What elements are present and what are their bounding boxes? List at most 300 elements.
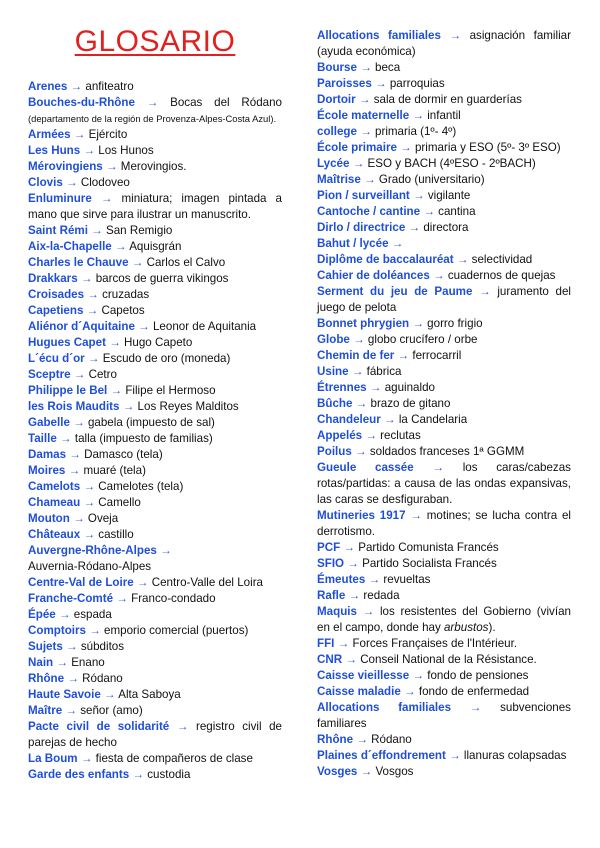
arrow-icon: →: [58, 608, 71, 621]
arrow-icon: →: [73, 416, 85, 429]
glossary-definition: fiesta de compañeros de clase: [95, 752, 253, 765]
glossary-definition: Cetro: [88, 368, 117, 381]
glossary-term: Épée: [28, 608, 56, 621]
glossary-definition: juramento del juego de pelota: [317, 285, 571, 314]
glossary-term: Pion / surveillant: [317, 189, 410, 202]
glossary-definition: los resistentes del Gobierno (vivían en el campo, donde hay: [317, 605, 571, 634]
arrow-icon: →: [456, 253, 469, 266]
arrow-icon: →: [479, 285, 491, 298]
glossary-entry: [28, 575, 282, 591]
arrow-icon: →: [397, 349, 410, 362]
glossary-term: college: [317, 125, 357, 138]
glossary-entry: [28, 479, 282, 495]
arrow-icon: →: [365, 429, 377, 442]
glossary-entry: [317, 316, 571, 332]
arrow-icon: →: [176, 720, 189, 733]
glossary-term: Caisse vieillesse: [317, 669, 410, 682]
glossary-entry: [28, 527, 282, 543]
glossary-entry: [317, 556, 571, 572]
glossary-definition: Damasco (tela): [84, 448, 163, 461]
arrow-icon: →: [83, 144, 96, 157]
glossary-definition: asignación familiar (ayuda económica): [317, 29, 571, 58]
arrow-icon: →: [131, 256, 144, 269]
glossary-definition: talla (impuesto de familias): [74, 432, 213, 445]
glossary-term: Cantoche / cantine: [317, 205, 421, 218]
glossary-term: Chandeleur: [317, 413, 381, 426]
glossary-definition: castillo: [98, 528, 134, 541]
arrow-icon: →: [408, 221, 421, 234]
glossary-definition: Conseil National de la Résistance.: [360, 653, 537, 666]
glossary-definition: Leonor de Aquitania: [152, 320, 257, 333]
glossary-term: Damas: [28, 448, 67, 461]
glossary-term: Serment du jeu de Paume: [317, 285, 473, 298]
glossary-entry: [317, 732, 571, 748]
glossary-definition: Alta Saboya: [118, 688, 181, 701]
glossary-term: Pacte civil de solidarité: [28, 720, 170, 733]
glossary-term: Drakkars: [28, 272, 78, 285]
arrow-icon: →: [449, 749, 461, 762]
arrow-icon: →: [80, 272, 93, 285]
glossary-definition: Camelotes (tela): [98, 480, 184, 493]
glossary-entry: [317, 156, 571, 172]
glossary-entry: [317, 380, 571, 396]
arrow-icon: →: [68, 464, 81, 477]
glossary-term: Rhône: [28, 672, 65, 685]
arrow-icon: →: [115, 240, 127, 253]
glossary-entry: [317, 428, 571, 444]
glossary-definition: cruzadas: [102, 288, 150, 301]
glossary-term: Sujets: [28, 640, 63, 653]
glossary-entry: [28, 367, 282, 383]
glossary-definition: espada: [73, 608, 112, 621]
glossary-definition: Grado (universitario): [378, 173, 485, 186]
glossary-term: École primaire: [317, 141, 397, 154]
arrow-icon: →: [83, 480, 96, 493]
arrow-icon: →: [89, 624, 101, 637]
glossary-term: Aix-la-Chapelle: [28, 240, 112, 253]
arrow-icon: →: [469, 701, 482, 714]
glossary-entry: [28, 415, 282, 431]
arrow-icon: →: [353, 333, 365, 346]
glossary-entry: [317, 508, 571, 540]
arrow-icon: →: [412, 669, 425, 682]
glossary-term: Mérovingiens: [28, 160, 103, 173]
glossary-term: PCF: [317, 541, 341, 554]
glossary-entry: [28, 463, 282, 479]
glossary-entry: [28, 351, 282, 367]
glossary-definition: primaria (1º- 4º): [375, 125, 457, 138]
glossary-definition: Escudo de oro (moneda): [102, 352, 231, 365]
glossary-entry: [28, 383, 282, 399]
glossary-entry: [317, 28, 571, 60]
glossary-term: Auvergne-Rhône-Alpes: [28, 544, 157, 557]
glossary-definition: revueltas: [383, 573, 431, 586]
glossary-definition: parroquias: [389, 77, 445, 90]
glossary-term: Rhône: [317, 733, 354, 746]
glossary-entry: [28, 399, 282, 415]
glossary-entry: [317, 268, 571, 284]
arrow-icon: →: [352, 157, 365, 170]
glossary-definition: infantil: [427, 109, 461, 122]
arrow-icon: →: [70, 80, 83, 93]
glossary-term: Allocations familiales: [317, 29, 441, 42]
arrow-icon: →: [449, 29, 462, 42]
glossary-entry: [28, 607, 282, 623]
glossary-definition: Camello: [98, 496, 141, 509]
glossary-definition: San Remigio: [105, 224, 173, 237]
glossary-definition: Clodoveo: [80, 176, 130, 189]
glossary-entry: [317, 332, 571, 348]
glossary-term: Gueule cassée: [317, 461, 414, 474]
glossary-entry: [28, 127, 282, 143]
glossary-term: Maîtrise: [317, 173, 361, 186]
glossary-definition-tail: ).: [488, 621, 496, 634]
glossary-term: Les Huns: [28, 144, 81, 157]
glossary-entry: [28, 255, 282, 271]
glossary-term: Vosges: [317, 765, 358, 778]
arrow-icon: →: [412, 317, 424, 330]
glossary-term: Caisse maladie: [317, 685, 401, 698]
glossary-term: Bûche: [317, 397, 353, 410]
arrow-icon: →: [360, 61, 372, 74]
glossary-entry: [317, 412, 571, 428]
glossary-definition: súbditos: [80, 640, 125, 653]
arrow-icon: →: [369, 381, 382, 394]
glossary-term: Châteaux: [28, 528, 81, 541]
glossary-entry: [317, 220, 571, 236]
glossary-entry: [317, 540, 571, 556]
glossary-definition: Bocas del Ródano: [170, 96, 282, 109]
glossary-term: Nain: [28, 656, 54, 669]
glossary-term: CNR: [317, 653, 343, 666]
glossary-term: Chameau: [28, 496, 81, 509]
glossary-entry: [28, 703, 282, 719]
glossary-entry: [28, 639, 282, 655]
glossary-definition: Merovingios.: [120, 160, 187, 173]
glossary-term: Sceptre: [28, 368, 71, 381]
arrow-icon: →: [146, 96, 159, 109]
arrow-icon: →: [360, 125, 372, 138]
glossary-entry: [317, 140, 571, 156]
glossary-term: Haute Savoie: [28, 688, 101, 701]
arrow-icon: →: [73, 512, 85, 525]
glossary-definition: motines; se lucha contra el derrotismo.: [317, 509, 571, 538]
arrow-icon: →: [67, 672, 79, 685]
arrow-icon: →: [433, 269, 445, 282]
glossary-term: Bouches-du-Rhône: [28, 96, 135, 109]
glossary-definition: Oveja: [87, 512, 119, 525]
glossary-entry: [317, 204, 571, 220]
glossary-definition: Centro-Valle del Loira: [151, 576, 264, 589]
glossary-definition: sala de dormir en guarderías: [373, 93, 522, 106]
glossary-entry: [317, 108, 571, 124]
glossary-definition: soldados franceses 1ª GGMM: [369, 445, 525, 458]
glossary-definition: custodia: [147, 768, 191, 781]
glossary-term: Bonnet phrygien: [317, 317, 410, 330]
glossary-term: Garde des enfants: [28, 768, 130, 781]
glossary-term: Franche-Comté: [28, 592, 114, 605]
glossary-entry: [28, 335, 282, 351]
glossary-term: Dortoir: [317, 93, 356, 106]
glossary-entry: [28, 223, 282, 239]
glossary-definition: Franco-condado: [131, 592, 216, 605]
arrow-icon: →: [348, 589, 361, 602]
glossary-term: Croisades: [28, 288, 85, 301]
glossary-term: Diplôme de baccalauréat: [317, 253, 454, 266]
glossary-entry: [28, 623, 282, 639]
glossary-entry: [317, 636, 571, 652]
arrow-icon: →: [87, 352, 100, 365]
arrow-icon: →: [358, 93, 371, 106]
glossary-term: Saint Rémi: [28, 224, 88, 237]
glossary-definition: cuadernos de quejas: [447, 269, 556, 282]
glossary-term: Globe: [317, 333, 350, 346]
glossary-entry: [28, 175, 282, 191]
glossary-term: les Rois Maudits: [28, 400, 120, 413]
glossary-entry: [28, 303, 282, 319]
glossary-term: Maquis: [317, 605, 357, 618]
arrow-icon: →: [73, 128, 86, 141]
glossary-entry: [317, 364, 571, 380]
glossary-definition: selectividad: [471, 253, 533, 266]
glossary-term: Capetiens: [28, 304, 84, 317]
glossary-definition: subvenciones familiares: [317, 701, 571, 730]
glossary-entry: [28, 511, 282, 527]
glossary-term: Émeutes: [317, 573, 366, 586]
glossary-definition: primaria y ESO (5º- 3º ESO): [414, 141, 561, 154]
arrow-icon: →: [104, 688, 116, 701]
arrow-icon: →: [69, 448, 81, 461]
glossary-term: Mouton: [28, 512, 70, 525]
glossary-definition: llanuras colapsadas: [463, 749, 567, 762]
glossary-definition: Filipe el Hermoso: [125, 384, 216, 397]
arrow-icon: →: [160, 544, 172, 557]
arrow-icon: →: [375, 77, 387, 90]
arrow-icon: →: [432, 461, 444, 474]
glossary-term: Philippe le Bel: [28, 384, 108, 397]
glossary-term: Enluminure: [28, 192, 92, 205]
glossary-definition: gorro frigio: [427, 317, 483, 330]
arrow-icon: →: [368, 573, 381, 586]
arrow-icon: →: [337, 637, 350, 650]
glossary-entry: [28, 543, 282, 575]
glossary-definition: gabela (impuesto de sal): [87, 416, 215, 429]
glossary-entry: [317, 92, 571, 108]
arrow-icon: →: [345, 653, 357, 666]
right-column: [317, 28, 571, 780]
glossary-term: FFI: [317, 637, 335, 650]
arrow-icon: →: [412, 109, 424, 122]
glossary-entry: [317, 396, 571, 412]
glossary-definition: emporio comercial (puertos): [104, 624, 249, 637]
glossary-entry: [317, 76, 571, 92]
arrow-icon: →: [87, 288, 99, 301]
arrow-icon: →: [80, 752, 93, 765]
arrow-icon: →: [65, 704, 77, 717]
glossary-definition: Partido Comunista Francés: [358, 541, 499, 554]
arrow-icon: →: [66, 176, 78, 189]
glossary-term: Charles le Chauve: [28, 256, 129, 269]
arrow-icon: →: [400, 141, 412, 154]
glossary-entry: [28, 671, 282, 687]
arrow-icon: →: [73, 368, 86, 381]
glossary-entry: [317, 124, 571, 140]
left-column: [28, 25, 282, 783]
arrow-icon: →: [66, 640, 78, 653]
arrow-icon: →: [86, 304, 99, 317]
glossary-definition: beca: [375, 61, 401, 74]
arrow-icon: →: [391, 237, 404, 250]
glossary-entry: [317, 684, 571, 700]
glossary-entry: [317, 172, 571, 188]
glossary-term: Étrennes: [317, 381, 367, 394]
arrow-icon: →: [109, 336, 121, 349]
glossary-entry: [317, 188, 571, 204]
glossary-term: Centre-Val de Loire: [28, 576, 134, 589]
arrow-icon: →: [356, 733, 368, 746]
glossary-definition: señor (amo): [80, 704, 143, 717]
glossary-list-right: [317, 28, 571, 780]
arrow-icon: →: [347, 557, 359, 570]
arrow-icon: →: [355, 445, 367, 458]
arrow-icon: →: [91, 224, 103, 237]
glossary-entry: [28, 79, 282, 95]
glossary-term: Usine: [317, 365, 349, 378]
glossary-entry: [28, 655, 282, 671]
glossary-term: Moires: [28, 464, 66, 477]
arrow-icon: →: [343, 541, 356, 554]
glossary-definition: los caras/cabezas rotas/partidas: a causa de las ondas expansivas, las caras se desfiguraban.: [317, 461, 571, 506]
glossary-definition: Aquisgrán: [129, 240, 182, 253]
arrow-icon: →: [136, 576, 149, 589]
arrow-icon: →: [355, 397, 368, 410]
glossary-list-left: [28, 79, 282, 783]
glossary-definition: Ródano: [371, 733, 412, 746]
glossary-entry: [317, 652, 571, 668]
glossary-definition: anfiteatro: [85, 80, 134, 93]
arrow-icon: →: [364, 173, 376, 186]
arrow-icon: →: [423, 205, 435, 218]
glossary-entry: [317, 444, 571, 460]
glossary-entry: [28, 719, 282, 751]
glossary-definition: Auvernia-Ródano-Alpes: [28, 560, 152, 573]
glossary-term: La Boum: [28, 752, 78, 765]
glossary-term: Comptoirs: [28, 624, 86, 637]
glossary-definition: registro civil de parejas de hecho: [28, 720, 282, 749]
glossary-term: Lycée: [317, 157, 350, 170]
glossary-term: Chemin de fer: [317, 349, 395, 362]
glossary-term: Bahut / lycée: [317, 237, 389, 250]
glossary-entry: [28, 287, 282, 303]
glossary-definition: brazo de gitano: [370, 397, 451, 410]
arrow-icon: →: [83, 528, 96, 541]
glossary-term: Dirlo / directrice: [317, 221, 406, 234]
glossary-term: Allocations familiales: [317, 701, 452, 714]
glossary-term: L´écu d´or: [28, 352, 85, 365]
glossary-term: Cahier de doléances: [317, 269, 430, 282]
glossary-entry: [317, 60, 571, 76]
glossary-entry: [28, 319, 282, 335]
glossary-entry: [317, 700, 571, 732]
glossary-definition-emphasis: arbustos: [443, 621, 489, 634]
glossary-entry: [28, 143, 282, 159]
glossary-term: SFIO: [317, 557, 345, 570]
arrow-icon: →: [100, 192, 113, 205]
glossary-term: Armées: [28, 128, 71, 141]
glossary-definition: fondo de pensiones: [427, 669, 529, 682]
arrow-icon: →: [110, 384, 123, 397]
glossary-entry: [28, 447, 282, 463]
glossary-definition: Enano: [71, 656, 105, 669]
glossary-definition: ESO y BACH (4ºESO - 2ºBACH): [367, 157, 536, 170]
glossary-definition: Carlos el Calvo: [146, 256, 226, 269]
arrow-icon: →: [404, 685, 416, 698]
arrow-icon: →: [56, 656, 68, 669]
glossary-term: Arenes: [28, 80, 68, 93]
glossary-entry: [317, 348, 571, 364]
glossary-term: École maternelle: [317, 109, 410, 122]
glossary-entry: [317, 284, 571, 316]
arrow-icon: →: [362, 605, 375, 618]
glossary-definition: fondo de enfermedad: [418, 685, 530, 698]
glossary-entry: [317, 668, 571, 684]
arrow-icon: →: [410, 509, 422, 522]
glossary-entry: [317, 588, 571, 604]
glossary-definition: Hugo Capeto: [124, 336, 193, 349]
glossary-term: Appelés: [317, 429, 363, 442]
glossary-entry: [317, 572, 571, 588]
glossary-definition: barcos de guerra vikingos: [95, 272, 229, 285]
glossary-term: Camelots: [28, 480, 81, 493]
glossary-definition: aguinaldo: [384, 381, 435, 394]
glossary-entry: [28, 751, 282, 767]
arrow-icon: →: [122, 400, 135, 413]
glossary-term: Taille: [28, 432, 57, 445]
glossary-entry: [317, 460, 571, 508]
arrow-icon: →: [116, 592, 128, 605]
glossary-definition: Partido Socialista Francés: [362, 557, 497, 570]
glossary-definition: Capetos: [101, 304, 145, 317]
arrow-icon: →: [132, 768, 144, 781]
glossary-definition: globo crucífero / orbe: [367, 333, 478, 346]
arrow-icon: →: [351, 365, 364, 378]
arrow-icon: →: [384, 413, 396, 426]
glossary-definition: Los Hunos: [98, 144, 154, 157]
glossary-definition: Vosgos: [375, 765, 414, 778]
glossary-definition: redada: [363, 589, 400, 602]
arrow-icon: →: [413, 189, 425, 202]
glossary-term: Rafle: [317, 589, 346, 602]
glossary-entry: [28, 239, 282, 255]
glossary-entry: [317, 748, 571, 764]
glossary-definition: fábrica: [366, 365, 402, 378]
glossary-term: Plaines d´effondrement: [317, 749, 446, 762]
glossary-entry: [317, 604, 571, 636]
arrow-icon: →: [360, 765, 373, 778]
glossary-term: Paroisses: [317, 77, 372, 90]
arrow-icon: →: [83, 496, 96, 509]
glossary-entry: [317, 236, 571, 252]
glossary-entry: [28, 95, 282, 127]
glossary-definition: ferrocarril: [412, 349, 462, 362]
arrow-icon: →: [138, 320, 150, 333]
glossary-term: Gabelle: [28, 416, 70, 429]
glossary-entry: [28, 191, 282, 223]
glossary-term: Poilus: [317, 445, 352, 458]
glossary-term: Clovis: [28, 176, 63, 189]
glossary-entry: [28, 431, 282, 447]
glossary-entry: [28, 767, 282, 783]
